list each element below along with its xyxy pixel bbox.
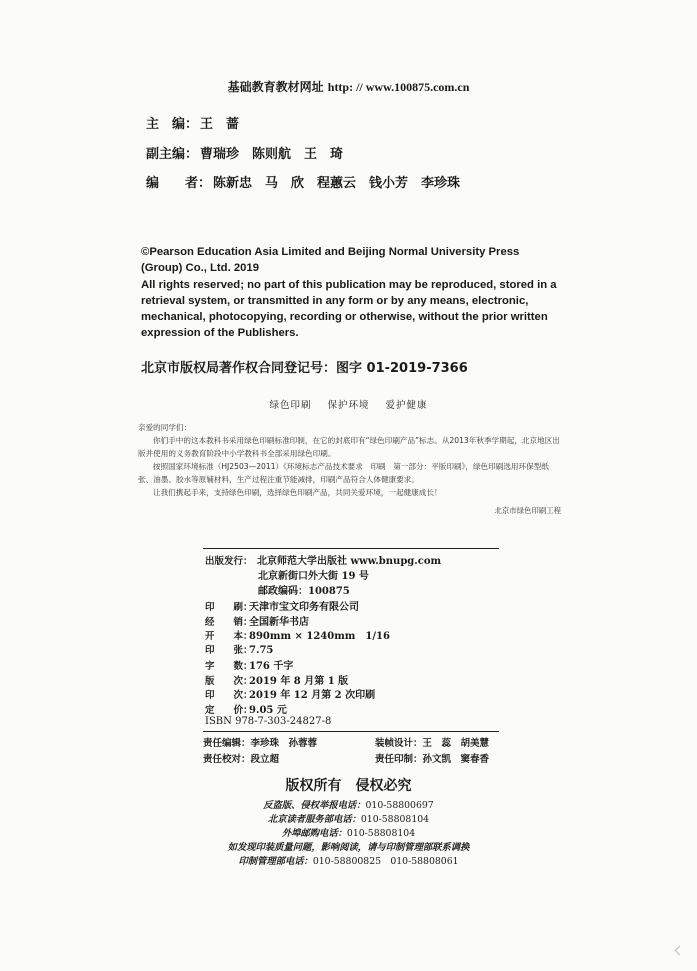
info-label: 印 次： <box>205 690 253 702</box>
green-print-slogan <box>0 397 697 411</box>
notice-paragraph: 按照国家环境标准（HJ2503—2011）《环境标志产品技术要求 印刷 第一部分：平版印刷》，绿色印刷选用环保型纸张、油墨、胶水等原辅材料，生产过程注重节能减排，印刷产品符合人体健康要求。 <box>138 462 549 484</box>
chief-editor-row <box>146 113 239 132</box>
publication-info-row <box>205 657 293 672</box>
notice-paragraph: 让我们携起手来，支持绿色印刷，选择绿色印刷产品，共同关爱环境，一起健康成长！ <box>153 488 442 497</box>
quality-notice: 如发现印装质量问题，影响阅读，请与印制管理部联系调换 <box>227 842 470 853</box>
site-header <box>0 78 697 95</box>
info-label: 印 刷： <box>205 602 253 613</box>
info-label: 定 价： <box>205 704 253 716</box>
print-dept-line <box>0 853 697 867</box>
designer-row <box>375 735 489 749</box>
info-value: 全国新华书店 <box>249 616 309 628</box>
rights-title: 版权所有 侵权必究 <box>285 778 412 794</box>
print-manager-label: 责任印制： <box>375 754 423 765</box>
info-value: 176 千字 <box>249 660 294 672</box>
site-url[interactable]: http: // www.100875.com.cn <box>327 80 470 94</box>
info-label: 印 张： <box>205 645 253 657</box>
anti-piracy-number: 010-58800697 <box>365 800 434 811</box>
mail-order-line <box>0 825 697 839</box>
proofreader-names: 段立超 <box>250 754 280 765</box>
reader-service-number: 010-58808104 <box>360 814 430 825</box>
publisher-row <box>205 552 441 567</box>
publication-info-row <box>205 701 287 716</box>
print-dept-number: 010-58800825 010-58808061 <box>312 856 459 867</box>
print-manager-row <box>375 751 489 765</box>
anti-piracy-line <box>0 797 697 811</box>
info-value: 2019 年 8 月第 1 版 <box>249 675 349 687</box>
publisher-value: 北京师范大学出版社 www.bnupg.com <box>257 556 442 567</box>
print-manager-names: 孙文凯 窦春香 <box>422 754 490 765</box>
info-label: 字 数： <box>205 660 253 672</box>
publisher-address: 北京新街口外大街 19 号 <box>258 571 369 582</box>
deputy-editor-row <box>146 143 343 162</box>
publication-info-row <box>205 627 390 642</box>
page-corner-mark <box>675 946 685 956</box>
slogan-2: 保护环境 <box>327 400 370 411</box>
proofreader-row <box>203 751 279 765</box>
copyright-registration: 北京市版权局著作权合同登记号：图字 01-2019-7366 <box>141 361 468 376</box>
publisher-label: 出版发行： <box>205 556 253 567</box>
designer-names: 王 蕊 胡美慧 <box>422 738 490 749</box>
info-value: 天津市宝文印务有限公司 <box>249 602 359 613</box>
editors-label: 编 者： <box>146 176 212 191</box>
top-rule <box>203 548 499 549</box>
print-dept-label: 印制管理部电话： <box>238 856 313 867</box>
mail-order-number: 010-58808104 <box>346 828 416 839</box>
responsible-editor-row <box>203 735 317 749</box>
site-name: 基础教育教材网址 <box>227 80 324 94</box>
notice-signature: 北京市绿色印刷工程 <box>494 506 561 515</box>
designer-label: 装帧设计： <box>375 738 423 749</box>
slogan-3: 爱护健康 <box>385 400 428 411</box>
deputy-editor-names: 曹瑞珍 陈则航 王 琦 <box>200 147 344 162</box>
editors-names: 陈新忠 马 欣 程蕙云 钱小芳 李珍珠 <box>213 176 461 191</box>
proofreader-label: 责任校对： <box>203 754 251 765</box>
publisher-postcode: 邮政编码：100875 <box>258 586 350 597</box>
notice-greeting: 亲爱的同学们： <box>138 423 192 432</box>
responsible-editor-names: 李珍珠 孙蓉蓉 <box>250 738 318 749</box>
publication-info-row <box>205 672 348 687</box>
info-value: 2019 年 12 月第 2 次印刷 <box>249 690 376 702</box>
info-value: 9.05 元 <box>249 704 287 716</box>
responsible-editor-label: 责任编辑： <box>203 738 251 749</box>
mail-order-label: 外埠邮购电话： <box>281 828 347 839</box>
green-print-notice <box>138 421 564 499</box>
slogan-1: 绿色印刷 <box>269 400 312 411</box>
info-value: 890mm × 1240mm 1/16 <box>249 631 390 643</box>
info-label: 版 次： <box>205 675 253 687</box>
isbn: ISBN 978-7-303-24827-8 <box>205 716 332 727</box>
editors-row <box>146 172 460 191</box>
chief-editor-names: 王 蔷 <box>200 117 240 132</box>
info-label: 开 本： <box>205 631 253 643</box>
publication-info-row <box>205 642 273 656</box>
info-value: 7.75 <box>249 645 274 657</box>
reader-service-line <box>0 811 697 825</box>
info-label: 经 销： <box>205 616 253 628</box>
publication-info-row <box>205 598 359 613</box>
publication-info-row <box>205 613 309 628</box>
notice-paragraph: 你们手中的这本教科书采用绿色印刷标准印制，在它的封底印有“绿色印刷产品”标志。从2013年秋季学期起，北京地区出版并使用的义务教育阶段中小学教科书全部采用绿色印刷。 <box>138 436 560 458</box>
reader-service-label: 北京读者服务部电话： <box>267 814 361 825</box>
bottom-rule <box>203 731 499 732</box>
chief-editor-label: 主 编： <box>146 117 199 132</box>
anti-piracy-label: 反盗版、侵权举报电话： <box>263 800 366 811</box>
copyright-notice: ©Pearson Education Asia Limited and Beijing Normal University Press (Group) Co., Ltd. 2019 All rights reserved; no part of this publication may be reproduced, stored in a retrieval system, or transmitted in any form or by any means, electronic, mechanical, photocopying, recording or otherwise, without the prior written expression of the Publishers. <box>141 246 557 340</box>
deputy-editor-label: 副主编： <box>146 147 199 162</box>
publication-info-row <box>205 686 375 701</box>
